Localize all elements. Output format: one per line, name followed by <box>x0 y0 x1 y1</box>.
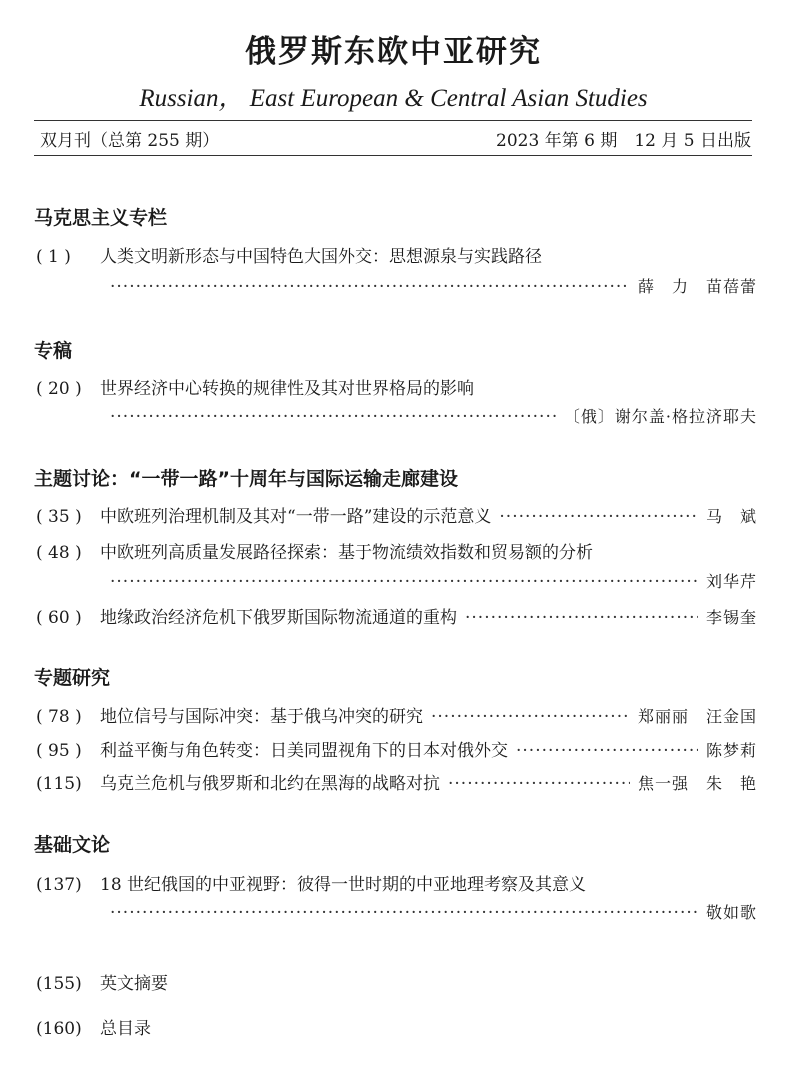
entry-page: ( 95 ) <box>36 741 82 761</box>
entry-page: ( 20 ) <box>36 379 82 399</box>
leader-dots <box>110 277 630 297</box>
section-title: 基础文论 <box>34 834 111 856</box>
entry-title[interactable]: 人类文明新形态与中国特色大国外交：思想源泉与实践路径 <box>100 247 542 267</box>
entry-title[interactable]: 地位信号与国际冲突：基于俄乌冲突的研究 <box>100 707 423 727</box>
entry-page: (137) <box>36 875 82 895</box>
entry-title[interactable]: 中欧班列高质量发展路径探索：基于物流绩效指数和贸易额的分析 <box>100 543 593 563</box>
toc-entry[interactable] <box>36 736 757 761</box>
journal-subtitle: Russian， East European & Central Asian Studies <box>139 85 648 112</box>
leader-dots <box>465 608 698 628</box>
entry-author: 〔俄〕谢尔盖·格拉济耶夫 <box>563 407 757 426</box>
toc-extra-entry[interactable] <box>36 969 757 994</box>
entry-page: ( 35 ) <box>36 507 82 527</box>
toc-entry[interactable] <box>36 502 757 527</box>
toc-entry[interactable] <box>36 769 757 794</box>
header-bottom-rule <box>34 155 752 156</box>
entry-page: (155) <box>36 974 82 994</box>
toc-entry[interactable] <box>36 870 757 895</box>
entry-author: 陈梦莉 <box>705 741 757 760</box>
entry-title[interactable]: 乌克兰危机与俄罗斯和北约在黑海的战略对抗 <box>100 774 440 794</box>
issue-frequency: 双月刊（总第 255 期） <box>40 131 220 151</box>
toc-entry[interactable] <box>36 374 757 399</box>
journal-title: 俄罗斯东欧中亚研究 <box>245 34 542 70</box>
leader-dots <box>110 572 698 592</box>
leader-dots <box>499 507 698 527</box>
entry-author: 马 斌 <box>705 507 757 526</box>
leader-dots <box>431 707 630 727</box>
entry-title[interactable]: 利益平衡与角色转变：日美同盟视角下的日本对俄外交 <box>100 741 508 761</box>
entry-page: ( 60 ) <box>36 608 82 628</box>
toc-entry-author-line <box>110 274 757 297</box>
entry-author: 薛 力 苗蓓蕾 <box>637 277 757 296</box>
toc-entry-author-line <box>110 900 757 923</box>
entry-title[interactable]: 地缘政治经济危机下俄罗斯国际物流通道的重构 <box>100 608 457 628</box>
entry-title[interactable]: 18 世纪俄国的中亚视野：彼得一世时期的中亚地理考察及其意义 <box>100 875 587 895</box>
section-title: 马克思主义专栏 <box>34 207 168 229</box>
entry-page: (115) <box>36 774 82 794</box>
entry-author: 敬如歌 <box>705 903 757 922</box>
header-top-rule <box>34 120 752 121</box>
section-title: 专题研究 <box>34 667 111 689</box>
toc-entry[interactable] <box>36 603 757 628</box>
toc-entry-author-line <box>110 404 757 427</box>
leader-dots <box>110 407 556 427</box>
entry-page: ( 48 ) <box>36 543 82 563</box>
entry-page: ( 1 ) <box>36 247 71 267</box>
leader-dots <box>516 741 698 761</box>
leader-dots <box>448 774 630 794</box>
toc-extra-entry[interactable] <box>36 1014 757 1039</box>
entry-author: 焦一强 朱 艳 <box>637 774 757 793</box>
section-title: 主题讨论：“一带一路”十周年与国际运输走廊建设 <box>34 468 458 490</box>
entry-title[interactable]: 中欧班列治理机制及其对“一带一路”建设的示范意义 <box>100 507 492 527</box>
issue-date: 2023 年第 6 期 12 月 5 日出版 <box>496 131 751 151</box>
entry-author: 郑丽丽 汪金国 <box>637 707 757 726</box>
entry-author: 刘华芹 <box>705 572 757 591</box>
entry-page: (160) <box>36 1019 82 1039</box>
toc-entry[interactable] <box>36 702 757 727</box>
toc-entry-author-line <box>110 569 757 592</box>
entry-title[interactable]: 总目录 <box>100 1019 151 1039</box>
entry-title[interactable]: 世界经济中心转换的规律性及其对世界格局的影响 <box>100 379 474 399</box>
toc-entry[interactable] <box>36 538 757 563</box>
entry-author: 李锡奎 <box>705 608 757 627</box>
section-title: 专稿 <box>34 340 73 362</box>
leader-dots <box>110 903 698 923</box>
entry-page: ( 78 ) <box>36 707 82 727</box>
toc-entry[interactable] <box>36 242 757 267</box>
entry-title[interactable]: 英文摘要 <box>100 974 168 994</box>
issue-info <box>40 126 751 151</box>
